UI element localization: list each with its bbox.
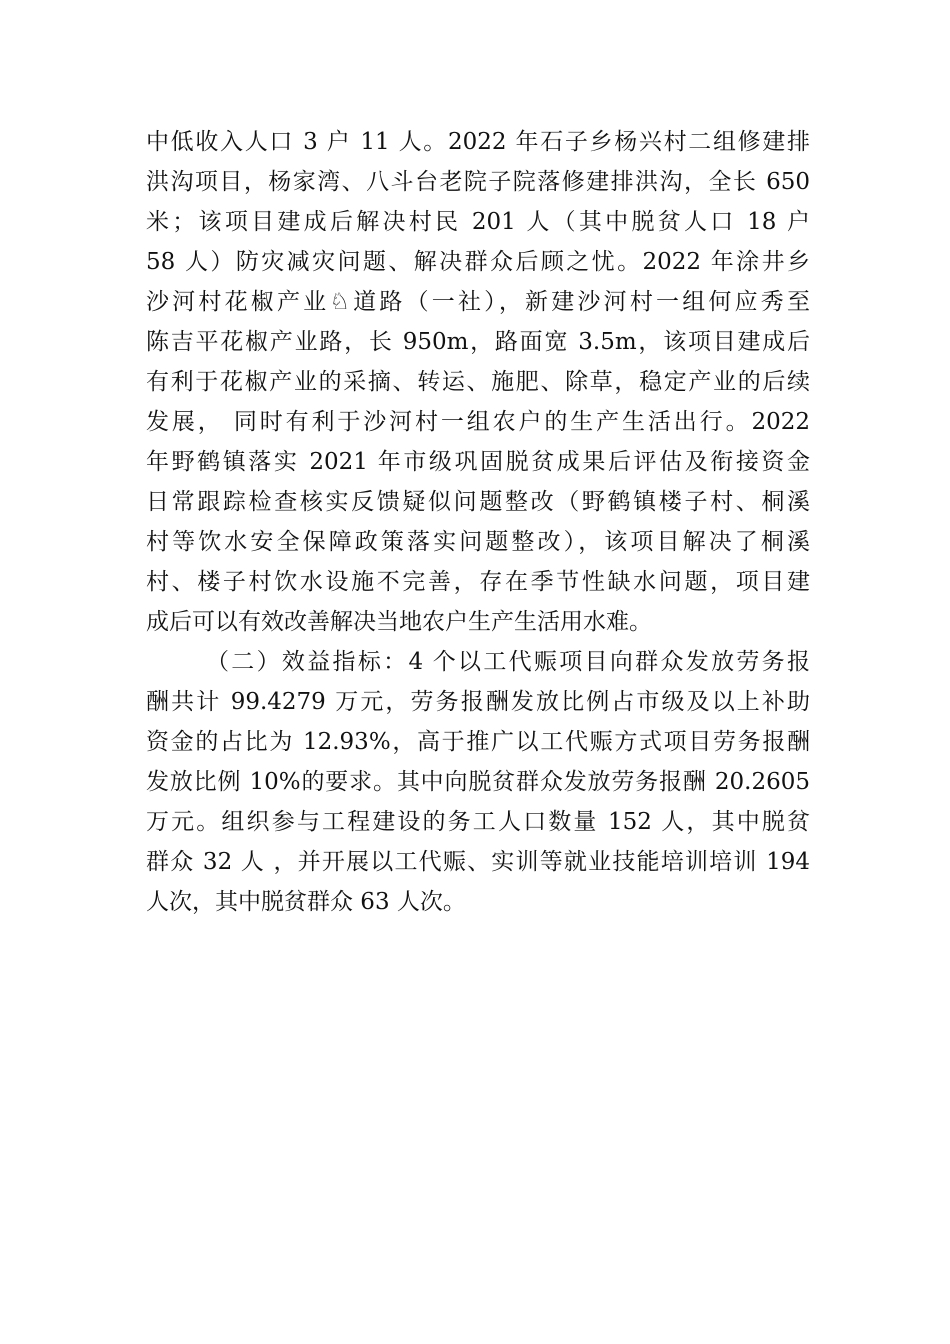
text-line: 成后可以有效改善解决当地农户生产生活用水难。 xyxy=(146,609,652,635)
text-line: 沙河村花椒产业♘道路（一社），新建沙河村一组何应秀至 xyxy=(146,289,810,315)
text-line: 年野鹤镇落实 2021 年市级巩固脱贫成果后评估及衔接资金 xyxy=(146,449,810,475)
text-line: 陈吉平花椒产业路，长 950m，路面宽 3.5m，该项目建成后 xyxy=(146,329,810,355)
text-line: 米；该项目建成后解决村民 201 人（其中脱贫人口 18 户 xyxy=(146,209,810,235)
text-line: 有利于花椒产业的采摘、转运、施肥、除草，稳定产业的后续 xyxy=(146,369,810,395)
text-line: 群众 32 人 ，并开展以工代赈、实训等就业技能培训培训 194 xyxy=(146,849,810,875)
text-line: 资金的占比为 12.93%，高于推广以工代赈方式项目劳务报酬 xyxy=(146,729,810,755)
text-line: 发放比例 10%的要求。其中向脱贫群众发放劳务报酬 20.2605 xyxy=(146,769,810,795)
text-line: 洪沟项目，杨家湾、八斗台老院子院落修建排洪沟，全长 650 xyxy=(146,169,810,195)
text-line: 村、楼子村饮水设施不完善，存在季节性缺水问题，项目建 xyxy=(146,569,810,595)
paragraph-heading-line: （二）效益指标：4 个以工代赈项目向群众发放劳务报 xyxy=(206,649,810,675)
text-line: 村等饮水安全保障政策落实问题整改），该项目解决了桐溪 xyxy=(146,529,810,555)
body-text xyxy=(146,122,810,922)
text-line: 人次，其中脱贫群众 63 人次。 xyxy=(146,889,466,915)
text-line: 日常跟踪检查核实反馈疑似问题整改（野鹤镇楼子村、桐溪 xyxy=(146,489,810,515)
text-line: 中低收入人口 3 户 11 人。2022 年石子乡杨兴村二组修建排 xyxy=(146,129,810,155)
text-line: 58 人）防灾减灾问题、解决群众后顾之忧。2022 年涂井乡 xyxy=(146,249,810,275)
text-line: 万元。组织参与工程建设的务工人口数量 152 人，其中脱贫 xyxy=(146,809,810,835)
text-line: 发展， 同时有利于沙河村一组农户的生产生活出行。2022 xyxy=(146,409,810,435)
text-line: 酬共计 99.4279 万元，劳务报酬发放比例占市级及以上补助 xyxy=(146,689,810,715)
